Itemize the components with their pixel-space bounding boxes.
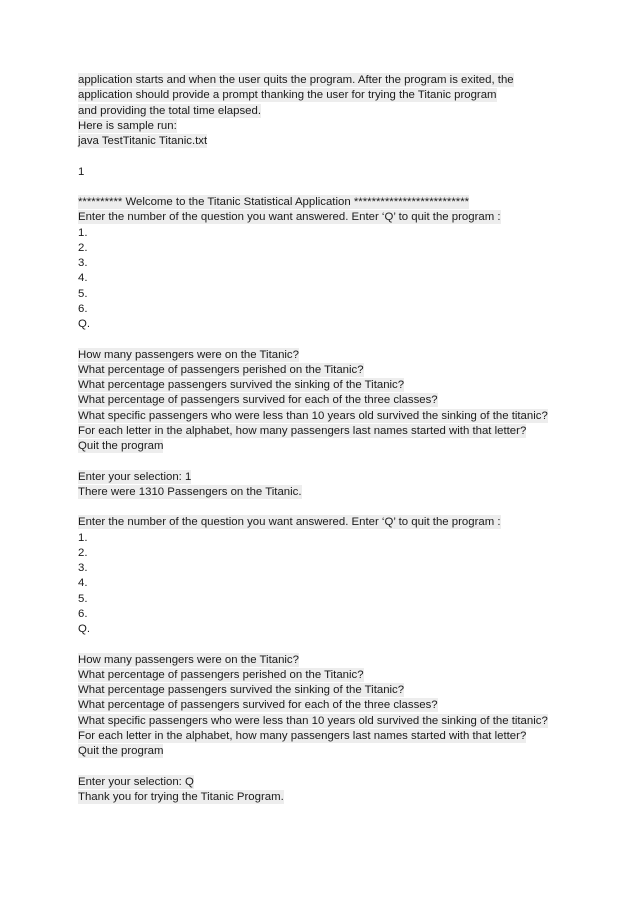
text-line — [0, 439, 639, 454]
text-line — [0, 409, 639, 424]
text-line — [0, 607, 639, 622]
text-line — [0, 348, 639, 363]
text-line — [0, 271, 639, 286]
text-line — [0, 546, 639, 561]
text-line-content: 3. — [78, 257, 88, 269]
text-line — [0, 287, 639, 302]
text-line — [0, 317, 639, 332]
text-line-content: What percentage of passengers perished on the Titanic? — [78, 668, 364, 681]
blank-line — [0, 180, 639, 195]
text-line — [0, 698, 639, 713]
text-line — [0, 714, 639, 729]
text-line-content: 4. — [78, 577, 88, 590]
text-line-content: and providing the total time elapsed. — [78, 104, 262, 117]
text-line-content: For each letter in the alphabet, how many passengers last names started with that letter? — [78, 729, 527, 742]
text-line-content: For each letter in the alphabet, how many passengers last names started with that letter? — [78, 424, 527, 437]
text-line — [0, 241, 639, 256]
text-line-content: Enter your selection: 1 — [78, 470, 192, 483]
text-line — [0, 119, 639, 134]
text-line-content: 1 — [78, 165, 85, 178]
text-line — [0, 424, 639, 439]
text-line-content: There were 1310 Passengers on the Titanic. — [78, 485, 302, 498]
text-line-content: Quit the program — [78, 745, 164, 757]
text-line-content: What specific passengers who were less than 10 years old survived the sinking of the titanic? — [78, 714, 548, 727]
text-line — [0, 775, 639, 790]
text-line-content: Enter the number of the question you want answered. Enter ‘Q’ to quit the program : — [78, 211, 501, 224]
text-line-content: java TestTitanic Titanic.txt — [78, 135, 208, 147]
text-line-content: What specific passengers who were less than 10 years old survived the sinking of the titanic? — [78, 409, 548, 422]
text-line-content: 4. — [78, 272, 88, 285]
text-line — [0, 88, 639, 103]
text-line — [0, 576, 639, 591]
text-line-content: 5. — [78, 592, 88, 605]
text-line-content: What percentage of passengers survived for each of the three classes? — [78, 394, 438, 407]
text-line — [0, 668, 639, 683]
text-line — [0, 744, 639, 759]
text-line-content: Here is sample run: — [78, 119, 177, 132]
text-line — [0, 195, 639, 210]
blank-line — [0, 332, 639, 347]
text-line — [0, 790, 639, 805]
text-line-content: What percentage passengers survived the sinking of the Titanic? — [78, 379, 405, 391]
text-line — [0, 485, 639, 500]
text-line — [0, 561, 639, 576]
text-line-content: What percentage of passengers perished on the Titanic? — [78, 363, 364, 376]
text-line-content: 1. — [78, 226, 88, 239]
blank-line — [0, 759, 639, 774]
text-line-content: ********** Welcome to the Titanic Statistical Application ************************** — [78, 196, 470, 208]
text-line-content: Enter your selection: Q — [78, 775, 194, 788]
text-line — [0, 73, 639, 88]
text-line-content: 3. — [78, 562, 88, 574]
text-line-content: Q. — [78, 318, 91, 330]
text-line-content: Q. — [78, 623, 91, 635]
text-line-content: Thank you for trying the Titanic Program. — [78, 790, 284, 803]
text-line-content: application starts and when the user quits the program. After the program is exited, the — [78, 74, 514, 86]
text-line — [0, 363, 639, 378]
text-line — [0, 210, 639, 225]
blank-line — [0, 500, 639, 515]
text-line — [0, 302, 639, 317]
text-line — [0, 683, 639, 698]
text-line-content: 2. — [78, 241, 88, 254]
blank-line — [0, 454, 639, 469]
text-line-content: What percentage of passengers survived for each of the three classes? — [78, 699, 438, 712]
text-line — [0, 393, 639, 408]
text-line-content: How many passengers were on the Titanic? — [78, 348, 299, 361]
text-line-content: 6. — [78, 302, 88, 315]
text-line-content: 5. — [78, 287, 88, 300]
text-line — [0, 515, 639, 530]
text-line — [0, 592, 639, 607]
text-line-content: 2. — [78, 546, 88, 559]
document-body — [0, 73, 639, 805]
text-line — [0, 104, 639, 119]
text-line — [0, 622, 639, 637]
text-line — [0, 531, 639, 546]
text-line-content: What percentage passengers survived the sinking of the Titanic? — [78, 684, 405, 696]
blank-line — [0, 637, 639, 652]
text-line — [0, 165, 639, 180]
text-line — [0, 653, 639, 668]
text-line — [0, 256, 639, 271]
text-line-content: How many passengers were on the Titanic? — [78, 653, 299, 666]
text-line — [0, 134, 639, 149]
text-line — [0, 729, 639, 744]
text-line-content: Enter the number of the question you want answered. Enter ‘Q’ to quit the program : — [78, 516, 501, 529]
text-line — [0, 378, 639, 393]
blank-line — [0, 149, 639, 164]
text-line — [0, 470, 639, 485]
text-line-content: 1. — [78, 531, 88, 544]
text-line-content: 6. — [78, 607, 88, 620]
text-line-content: Quit the program — [78, 440, 164, 452]
text-line-content: application should provide a prompt thanking the user for trying the Titanic program — [78, 89, 497, 102]
text-line — [0, 226, 639, 241]
